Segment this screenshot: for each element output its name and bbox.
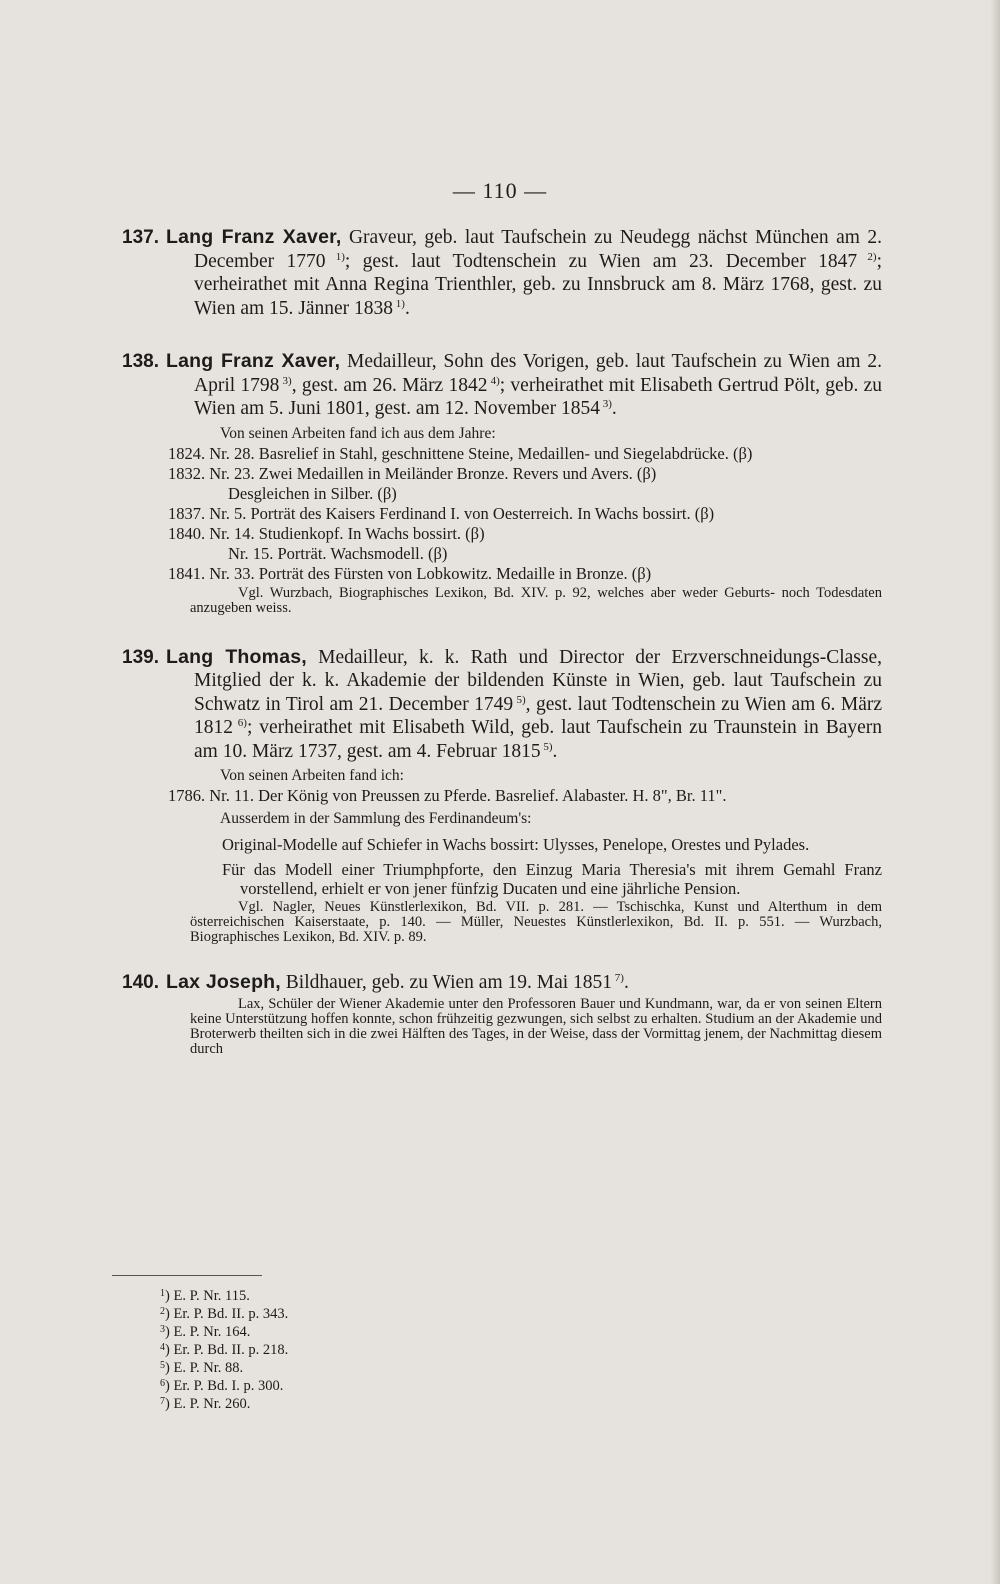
- footnote-mark: 7: [160, 1396, 165, 1407]
- artist-name: Lang Franz Xaver,: [166, 350, 341, 372]
- work-item: Desgleichen in Silber. (β): [228, 483, 397, 503]
- page-number: — 110 —: [452, 178, 548, 203]
- work-item: 1841. Nr. 33. Porträt des Fürsten von Lobkowitz. Medaille in Bronze. (β): [168, 563, 652, 583]
- entry-138: [122, 350, 882, 616]
- footnote-divider: [112, 1275, 262, 1276]
- entry-140: [122, 971, 882, 1057]
- spacer: [122, 320, 882, 350]
- main-content: [122, 226, 882, 1057]
- footnote-mark: 5: [160, 1360, 165, 1371]
- footnote-ref-mark: 3: [282, 374, 289, 387]
- entry-number: 137.: [122, 227, 159, 248]
- footnote-text: E. P. Nr. 115.: [173, 1288, 250, 1304]
- collection-item: Original-Modelle auf Schiefer in Wachs bossirt: Ulysses, Penelope, Orestes und Pylades.: [222, 835, 810, 854]
- works-intro: Von seinen Arbeiten fand ich:: [220, 767, 404, 784]
- spacer: [122, 945, 882, 971]
- footnote-ref: 5): [516, 693, 526, 706]
- footnote-mark: 1: [160, 1288, 165, 1299]
- works-intro: Von seinen Arbeiten fand ich aus dem Jahre:: [220, 424, 496, 442]
- footnote: $^4$) Er. P. Bd. II. p. 218.: [160, 1342, 289, 1358]
- entry-139: [122, 646, 882, 946]
- footnote: $^7$) E. P. Nr. 260.: [160, 1396, 251, 1412]
- work-item: 1786. Nr. 11. Der König von Preussen zu Pferde. Basrelief. Alabaster. H. 8", Br. 11".: [168, 786, 727, 805]
- footnote-ref: 7): [614, 972, 624, 984]
- reference-note: Vgl. Nagler, Neues Künstlerlexikon, Bd. VII. p. 281. — Tschischka, Kunst und Alterthum in dem österreichischen Kaiserstaate, p. 140. — Müller, Neuestes Künstlerlexikon, Bd. II. p. 551. — Wurzbach, Biographisches Lexikon, Bd. XIV. p. 89.: [190, 899, 882, 945]
- collection-intro: Ausserdem in der Sammlung des Ferdinandeum's:: [220, 810, 532, 827]
- spacer: [122, 616, 882, 646]
- footnote-mark: 3: [160, 1324, 165, 1335]
- work-item: 1840. Nr. 14. Studienkopf. In Wachs bossirt. (β): [168, 523, 485, 543]
- footnote-ref-mark: 1: [335, 250, 342, 263]
- biography-note: Lax, Schüler der Wiener Akademie unter den Professoren Bauer und Kundmann, war, da er von seinen Eltern keine Unterstützung hoffen konnte, schon frühzeitig gezwungen, sich selbst zu erhalten. Studium an der Akademie und Broterwerb theilten sich in die zwei Hälften des Tages, in der Weise, dass der Vormittag jenem, der Nachmittag diesem durch: [190, 995, 882, 1057]
- collection-item: Für das Modell einer Triumphpforte, den Einzug Maria Theresia's mit ihrem Gemahl Franz vorstellend, erhielt er von jener fünfzig Ducaten und eine jährliche Pension.: [222, 860, 882, 898]
- footnote-text: Er. P. Bd. I. p. 300.: [173, 1378, 284, 1394]
- footnote-ref: 1): [395, 297, 405, 310]
- footnotes: [160, 1286, 288, 1412]
- footnote-ref-mark: 1: [395, 297, 402, 310]
- footnote-ref: 4): [490, 374, 500, 387]
- footnote-mark: 2: [160, 1306, 165, 1317]
- entry-text-part: Bildhauer, geb. zu Wien am 19. Mai 1851: [280, 972, 613, 993]
- footnote-ref: 1): [335, 250, 345, 263]
- footnote-ref-mark: 2: [867, 250, 873, 263]
- entry-text-part: .: [623, 972, 629, 993]
- entry-text-part: Graveur, geb. laut Taufschein zu Neudegg nächst München am 2. December 1770: [194, 227, 882, 272]
- entry-text-part: , gest. laut Todtenschein zu Wien am 6. März 1812: [194, 693, 882, 738]
- footnote: $^3$) E. P. Nr. 164.: [160, 1324, 251, 1340]
- footnote-text: E. P. Nr. 88.: [173, 1360, 244, 1376]
- entry-text-part: ; verheirathet mit Elisabeth Gertrud Pölt, geb. zu Wien am 5. Juni 1801, gest. am 12. November 1854: [194, 374, 882, 419]
- entry-text: [122, 226, 882, 320]
- entry-text-part: ; gest. laut Todtenschein zu Wien am 23. December 1847: [344, 250, 858, 272]
- entry-text-part: Medailleur, Sohn des Vorigen, geb. laut Taufschein zu Wien am 2. April 1798: [194, 351, 882, 396]
- artist-name: Lang Franz Xaver,: [166, 226, 342, 248]
- entry-text: [122, 646, 882, 764]
- footnote-text: Er. P. Bd. II. p. 343.: [173, 1306, 289, 1322]
- footnote-ref-mark: 4: [490, 374, 497, 387]
- footnote-text: Er. P. Bd. II. p. 218.: [173, 1342, 289, 1358]
- entry-text-part: .: [404, 297, 410, 319]
- work-item: 1837. Nr. 5. Porträt des Kaisers Ferdinand I. von Oesterreich. In Wachs bossirt. (β): [168, 503, 715, 523]
- entry-text-part: ; verheirathet mit Elisabeth Wild, geb. laut Taufschein zu Traunstein in Bayern am 10. März 1737, gest. am 4. Februar 1815: [194, 717, 883, 762]
- footnote-text: E. P. Nr. 164.: [173, 1324, 251, 1340]
- footnote: $^5$) E. P. Nr. 88.: [160, 1360, 244, 1376]
- entry-text-part: .: [611, 398, 617, 419]
- page-edge-shadow: [990, 0, 1000, 1584]
- footnote-mark: 6: [160, 1378, 165, 1389]
- footnote-ref: 3): [282, 374, 292, 387]
- artist-name: Lax Joseph,: [166, 971, 281, 993]
- entry-text-part: .: [552, 740, 558, 762]
- entry-137: [122, 226, 882, 320]
- footnote: $^6$) Er. P. Bd. I. p. 300.: [160, 1378, 284, 1394]
- work-item: 1832. Nr. 23. Zwei Medaillen in Meiländer Bronze. Revers und Avers. (β): [168, 463, 657, 483]
- entry-text: [122, 350, 882, 421]
- entry-text: [122, 971, 882, 995]
- footnote: $^2$) Er. P. Bd. II. p. 343.: [160, 1306, 289, 1322]
- footnote-ref: 5): [543, 740, 553, 753]
- entry-number: 138.: [122, 351, 159, 372]
- reference-note: Vgl. Wurzbach, Biographisches Lexikon, Bd. XIV. p. 92, welches aber weder Geburts- noch Todesdaten anzugeben weiss.: [190, 584, 882, 616]
- entry-text-part: , gest. am 26. März 1842: [291, 374, 488, 396]
- footnote-text: E. P. Nr. 260.: [173, 1396, 251, 1412]
- entry-text-part: ; verheirathet mit Anna Regina Trienthler, geb. zu Innsbruck am 8. März 1768, gest. zu Wien am 15. Jänner 1838: [194, 250, 883, 319]
- entry-number: 140.: [122, 972, 159, 993]
- footnote-ref-mark: 6: [237, 717, 244, 729]
- entry-number: 139.: [122, 646, 159, 668]
- entry-text-part: Medailleur, k. k. Rath und Director der Erzverschneidungs-Classe, Mitglied der k. k. Akademie der bildenden Künste in Wien, geb. laut Taufschein zu Schwatz in Tirol am 21. December 1749: [194, 646, 882, 715]
- footnote-ref-mark: 5: [516, 693, 522, 706]
- work-item: Nr. 15. Porträt. Wachsmodell. (β): [228, 543, 448, 563]
- footnote-ref: 2): [867, 250, 877, 263]
- artist-name: Lang Thomas,: [166, 645, 307, 668]
- footnote-mark: 4: [160, 1342, 165, 1353]
- work-item: 1824. Nr. 28. Basrelief in Stahl, geschnittene Steine, Medaillen- und Siegelabdrücke. (β): [168, 443, 753, 463]
- footnote-ref-mark: 5: [543, 740, 549, 753]
- footnote-ref-mark: 7: [614, 972, 621, 984]
- footnote-ref-mark: 3: [602, 398, 609, 410]
- footnote-ref: 3): [602, 398, 612, 410]
- footnote: $^1$) E. P. Nr. 115.: [160, 1288, 250, 1304]
- footnote-ref: 6): [237, 717, 247, 729]
